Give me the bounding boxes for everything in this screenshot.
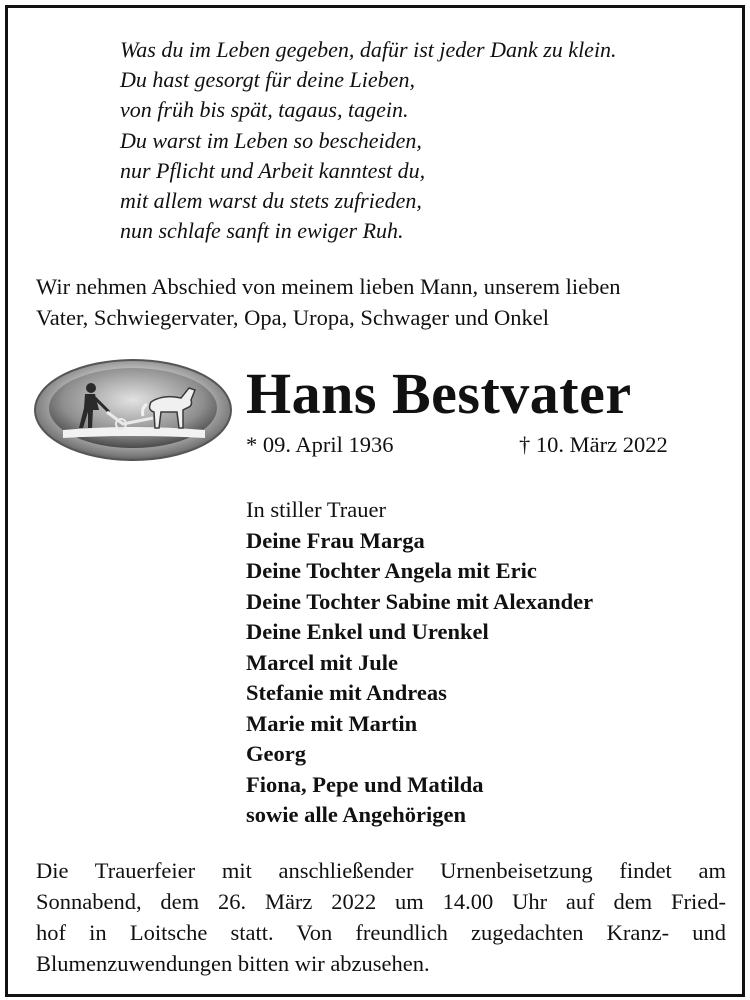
intro-line: Vater, Schwiegervater, Opa, Uropa, Schwager und Onkel	[36, 305, 550, 330]
deceased-name: Hans Bestvater	[246, 361, 632, 426]
intro-line: Wir nehmen Abschied von meinem lieben Mann, unserem lieben	[36, 274, 621, 299]
poem-line: Was du im Leben gegeben, dafür ist jeder Dank zu klein.	[120, 37, 617, 62]
poem-line: nur Pflicht und Arbeit kanntest du,	[120, 157, 426, 183]
poem-line: Du hast gesorgt für deine Lieben,	[120, 67, 415, 93]
mourner-line: Deine Tochter Sabine mit Alexander	[246, 588, 594, 614]
mourner-line: Deine Enkel und Urenkel	[246, 619, 489, 644]
mourners-heading: In stiller Trauer	[246, 497, 386, 522]
funeral-line: Blumenzuwendungen bitten wir abzusehen.	[36, 951, 430, 976]
funeral-line: Die Trauerfeier mit anschließender Urnenbeisetzung findet am	[36, 858, 726, 883]
mourner-line: Deine Frau Marga	[246, 527, 425, 553]
mourners-list	[246, 495, 593, 831]
poem-line: von früh bis spät, tagaus, tagein.	[120, 97, 409, 123]
poem-line: mit allem warst du stets zufrieden,	[120, 187, 422, 213]
mourner-line: Marcel mit Jule	[246, 649, 399, 675]
birth-date: * 09. April 1936	[246, 432, 394, 457]
funeral-notice	[36, 855, 726, 979]
poem-line: Du warst im Leben so bescheiden,	[120, 127, 422, 153]
farmer-plowing-with-horse-icon	[33, 358, 233, 462]
mourner-line: Stefanie mit Andreas	[246, 680, 447, 705]
mourner-line: Fiona, Pepe und Matilda	[246, 771, 484, 797]
mourner-line: sowie alle Angehörigen	[246, 802, 466, 827]
mourner-line: Deine Tochter Angela mit Eric	[246, 558, 537, 583]
poem	[120, 35, 617, 246]
funeral-line: hof in Loitsche statt. Von freundlich zugedachten Kranz- und	[36, 920, 726, 945]
death-date: † 10. März 2022	[519, 432, 668, 457]
funeral-line: Sonnabend, dem 26. März 2022 um 14.00 Uhr auf dem Fried-	[36, 889, 726, 914]
mourner-line: Georg	[246, 741, 306, 766]
poem-line: nun schlafe sanft in ewiger Ruh.	[120, 218, 404, 244]
farewell-intro	[36, 271, 726, 333]
obituary-frame	[5, 5, 745, 997]
mourner-line: Marie mit Martin	[246, 710, 418, 736]
